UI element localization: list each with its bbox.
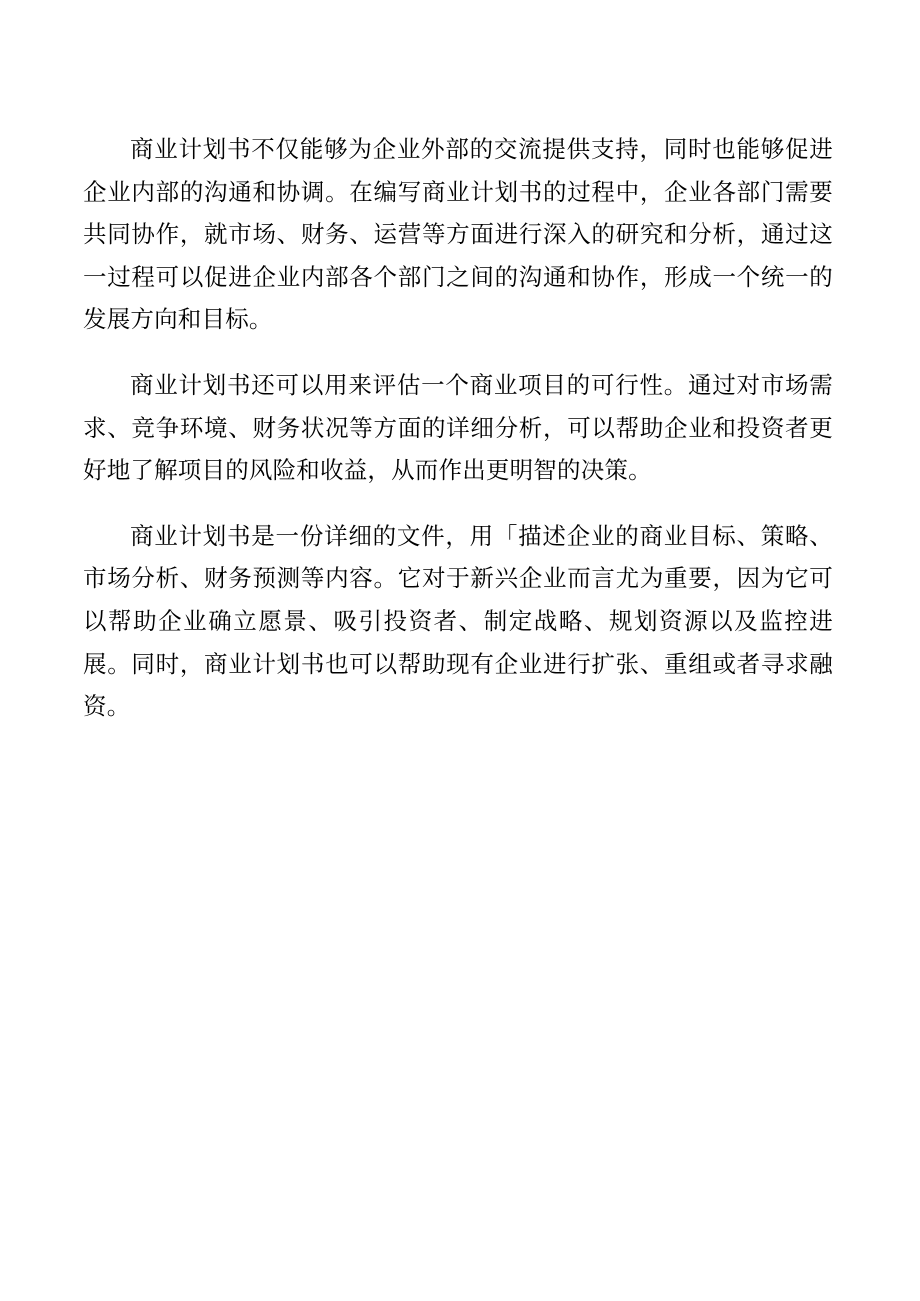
paragraph-3: 商业计划书是一份详细的文件，用「描述企业的商业目标、策略、市场分析、财务预测等内容。它对于新兴企业而言尤为重要，因为它可以帮助企业确立愿景、吸引投资者、制定战略、规划资源以及监控进展。同时，商业计划书也可以帮助现有企业进行扩张、重组或者寻求融资。 xyxy=(83,521,833,721)
document-body xyxy=(83,128,833,751)
paragraph-1: 商业计划书不仅能够为企业外部的交流提供支持，同时也能够促进企业内部的沟通和协调。在编写商业计划书的过程中，企业各部门需要共同协作，就市场、财务、运营等方面进行深入的研究和分析，通过这一过程可以促进企业内部各个部门之间的沟通和协作，形成一个统一的发展方向和目标。 xyxy=(83,135,833,334)
paragraph-2: 商业计划书还可以用来评估一个商业项目的可行性。通过对市场需求、竞争环境、财务状况等方面的详细分析，可以帮助企业和投资者更好地了解项目的风险和收益，从而作出更明智的决策。 xyxy=(83,370,833,485)
